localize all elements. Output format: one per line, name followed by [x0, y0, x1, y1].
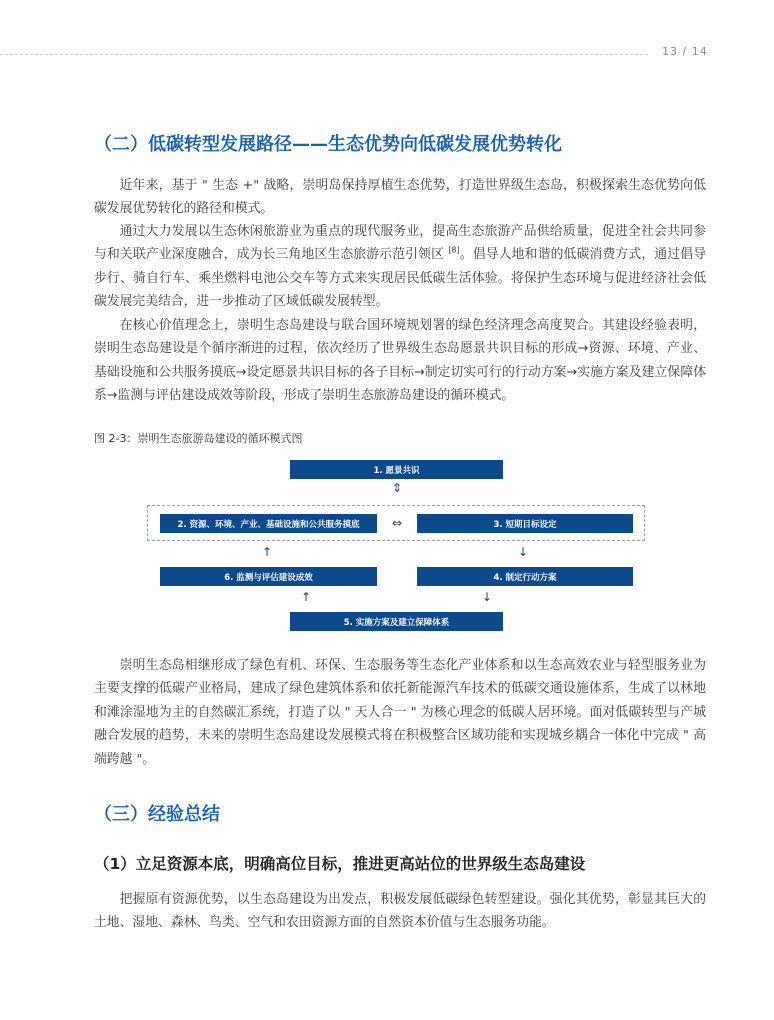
page-number: 13 / 14 — [662, 45, 708, 58]
paragraph-tourism — [94, 220, 706, 314]
flow-step-4: 4. 制定行动方案 — [417, 567, 633, 586]
section-heading-experience: （三）经验总结 — [94, 804, 220, 825]
flow-step-6: 6. 监测与评估建设成效 — [160, 567, 377, 586]
header-divider — [0, 54, 648, 55]
flow-step-3: 3. 短期目标设定 — [417, 514, 633, 533]
arrow-up-icon: ↑ — [261, 545, 273, 559]
paragraph-tourism-text-b: 。倡导人地和谐的低碳消费方式，通过倡导步行、骑自行车、乘坐燃料电池公交车等方式来实现居民低碳生活体验。将保护生态环境与促进经济社会低碳发展完美结合，进一步推动了区域低碳发展转型。 — [94, 247, 706, 310]
paragraph-core-values: 在核心价值理念上，崇明生态岛建设与联合国环境规划署的绿色经济理念高度契合。其建设经验表明，崇明生态岛建设是个循序渐进的过程，依次经历了世界级生态岛愿景共识目标的形成→资源、环境、产业、基础设施和公共服务摸底→设定愿景共识目标的各子目标→制定切实可行的行动方案→实施方案及建立保障体系→监测与评估建设成效等阶段，形成了崇明生态旅游岛建设的循环模式。 — [94, 318, 706, 404]
arrow-down-icon: ↓ — [481, 590, 493, 604]
flow-step-2: 2. 资源、环境、产业、基础设施和公共服务摸底 — [160, 514, 377, 533]
arrow-up-icon: ↑ — [300, 590, 312, 604]
subheading-resource-base: （1）立足资源本底，明确高位目标，推进更高站位的世界级生态岛建设 — [94, 855, 586, 873]
arrow-down-icon: ↓ — [517, 545, 529, 559]
figure-caption: 图 2-3：崇明生态旅游岛建设的循环模式图 — [94, 432, 303, 445]
paragraph-tourism-text-a: 通过大力发展以生态休闲旅游业为重点的现代服务业，提高生态旅游产品供给质量，促进全社会共同参与和关联产业深度融合，成为长三角地区生态旅游示范引领区 — [94, 224, 706, 263]
arrow-up-down-icon: ⇕ — [391, 481, 403, 495]
paragraph-industry: 崇明生态岛相继形成了绿色有机、环保、生态服务等生态化产业体系和以生态高效农业与轻型服务业为主要支撑的低碳产业格局，建成了绿色建筑体系和依托新能源汽车技术的低碳交通设施体系，生成了以林地和滩涂湿地为主的自然碳汇系统，打造了以 " 天人合一 " 为核心理念的低碳人居环境。面对低碳转型与产城融合发展的趋势，未来的崇明生态岛建设发展模式将在积极整合区域功能和实现城乡耦合一体化中完成 " 高端跨越 "。 — [94, 658, 706, 767]
paragraph-resource-advantage: 把握原有资源优势，以生态岛建设为出发点，积极发展低碳绿色转型建设。强化其优势，彰显其巨大的土地、湿地、森林、鸟类、空气和农田资源方面的自然资本价值与生态服务功能。 — [94, 892, 706, 931]
flow-step-1: 1. 愿景共识 — [290, 460, 503, 479]
arrow-left-right-icon: ⇔ — [391, 516, 403, 530]
citation-ref: [8] — [448, 246, 460, 256]
paragraph-intro: 近年来，基于 " 生态 +" 战略，崇明岛保持厚植生态优势，打造世界级生态岛，积极探索生态优势向低碳发展优势转化的路径和模式。 — [94, 178, 706, 217]
flow-step-5: 5. 实施方案及建立保障体系 — [290, 612, 503, 631]
section-heading-low-carbon-path: （二）低碳转型发展路径——生态优势向低碳发展优势转化 — [94, 134, 562, 155]
